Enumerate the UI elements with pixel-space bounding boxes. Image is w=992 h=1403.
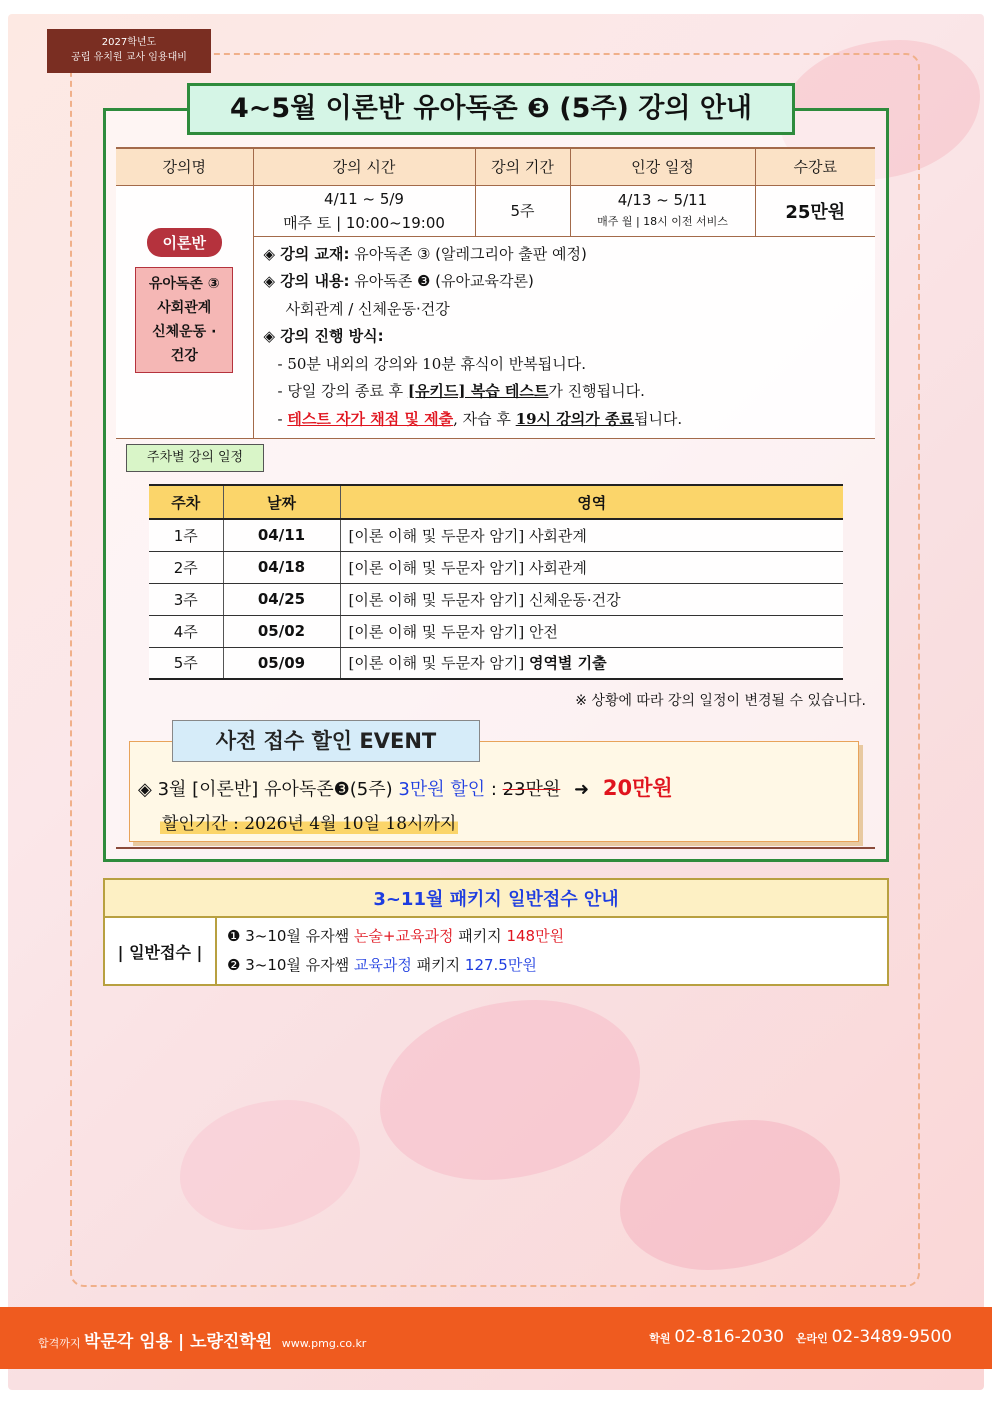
table-row [149,551,843,583]
header-course-name: 강의명 [116,148,253,185]
area-cell: [이론 이해 및 두문자 암기] 안전 [340,615,843,647]
time-range: 4/11 ~ 5/9 [324,189,404,208]
textbook-label: ◈ 강의 교재: [263,244,350,263]
method-text: 가 진행됩니다. [548,382,645,401]
header-period: 강의 기간 [475,148,570,185]
content-sub: 사회관계 / 신체운동·건강 [285,299,450,318]
package-highlight: 교육과정 [353,956,412,974]
end-time-text: 19시 강의가 종료 [515,409,634,428]
table-row [149,519,843,551]
table-header-row [116,148,875,185]
date-cell: 05/02 [223,615,340,647]
academy-phone: 02-816-2030 [674,1327,784,1347]
header-fee: 수강료 [755,148,875,185]
online-range: 4/13 ~ 5/11 [617,190,708,209]
footer-slogan: 합격까지 [38,1337,81,1350]
textbook-line [264,241,866,269]
review-test-text: [유키드] 복습 테스트 [407,382,549,401]
area-text: [이론 이해 및 두문자 암기] [348,654,529,673]
table-row [104,917,888,985]
area-bold-text: 영역별 기출 [528,654,607,673]
method-label: ◈ 강의 진행 방식: [263,327,384,346]
brand-logo: 박문각 임용 | 노량진학원 [84,1332,273,1352]
package-table [103,878,889,986]
time-detail: 매주 토 | 10:00~19:00 [283,213,445,232]
header-time: 강의 시간 [253,148,475,185]
week-cell: 4주 [149,615,223,647]
content-line [264,268,866,296]
method-text: - 당일 강의 종료 후 [277,382,408,401]
table-row [149,647,843,679]
page-title: 4~5월 이론반 유아독존 ❸ (5주) 강의 안내 [187,83,795,135]
area-cell: [이론 이해 및 두문자 암기] 신체운동·건강 [340,583,843,615]
description-cell [253,236,875,438]
header-area: 영역 [340,485,843,519]
package-text: ❶ 3~10월 유자쌤 [227,927,354,945]
package-item-1 [227,922,877,951]
course-line: 사회관계 [157,299,212,316]
event-course: ◈ 3월 [이론반] 유아독존❸(5주) [138,779,393,800]
package-text: 패키지 [411,956,465,974]
footer-url[interactable]: www.pmg.co.kr [281,1337,367,1350]
header-date: 날짜 [223,485,340,519]
method-text: 됩니다. [633,409,683,428]
old-price: 23만원 [502,779,561,800]
event-offer-line [138,772,673,802]
week-cell: 5주 [149,647,223,679]
content-label: ◈ 강의 내용: [263,272,350,291]
course-name-cell [116,185,253,438]
footer [0,1307,992,1369]
footer-brand [38,1327,366,1352]
course-line: 건강 [170,347,198,364]
year-badge [47,29,211,73]
event-title: 사전 접수 할인 EVENT [172,720,480,762]
method-line-1: - 50분 내외의 강의와 10분 휴식이 반복됩니다. [277,354,586,373]
online-cell [570,185,755,236]
textbook-value: 유아독존 ③ (알레그리아 출판 예정) [354,244,587,263]
divider [116,847,875,849]
package-price: 148만원 [506,927,565,945]
online-phone: 02-3489-9500 [831,1327,952,1347]
schedule-table [149,484,843,680]
class-pill: 이론반 [147,228,222,257]
table-row [116,185,875,236]
package-header-row [104,879,888,917]
course-line: 유아독존 ③ [148,275,220,292]
header-online: 인강 일정 [570,148,755,185]
week-cell: 1주 [149,519,223,551]
package-text: ❷ 3~10월 유자쌤 [227,956,354,974]
schedule-note: ※ 상황에 따라 강의 일정이 변경될 수 있습니다. [575,693,866,709]
date-cell: 04/25 [223,583,340,615]
badge-subtitle: 공립 유치원 교사 임용대비 [71,52,187,63]
date-cell: 04/18 [223,551,340,583]
course-info-table [116,147,875,439]
package-price: 127.5만원 [464,956,537,974]
online-detail: 매주 월 | 18시 이전 서비스 [597,214,728,228]
date-cell: 05/09 [223,647,340,679]
table-row [149,615,843,647]
fee-cell: 25만원 [755,185,875,236]
method-text: - [277,409,288,428]
course-line: 신체운동 · [152,323,217,340]
self-grading-text: 테스트 자가 채점 및 제출 [287,409,454,428]
method-line-2 [264,378,866,406]
table-row [149,583,843,615]
academy-label: 학원 [649,1332,671,1345]
week-cell: 3주 [149,583,223,615]
schedule-header-row [149,485,843,519]
period-cell: 5주 [475,185,570,236]
course-box [135,267,233,373]
content-value: 유아독존 ❸ (유아교육각론) [354,272,534,291]
package-title: 3~11월 패키지 일반접수 안내 [104,879,888,917]
weekly-schedule-tag: 주차별 강의 일정 [126,444,264,472]
header-week: 주차 [149,485,223,519]
discount-period: 할인기간 : 2026년 4월 10일 18시까지 [160,809,458,834]
package-text: 패키지 [453,927,507,945]
area-cell: [이론 이해 및 두문자 암기] 사회관계 [340,519,843,551]
badge-year: 2027학년도 [101,37,157,48]
general-registration-label: | 일반접수 | [104,917,216,985]
package-items [216,917,888,985]
package-highlight: 논술+교육과정 [353,927,454,945]
method-text: , 자습 후 [453,409,516,428]
footer-contact [649,1327,952,1347]
week-cell: 2주 [149,551,223,583]
new-price: 20만원 [602,776,673,800]
area-cell: [이론 이해 및 두문자 암기] 사회관계 [340,551,843,583]
time-cell [253,185,475,236]
event-colon: : [485,779,503,800]
date-cell: 04/11 [223,519,340,551]
online-label: 온라인 [795,1332,828,1345]
arrow-icon: ➜ [574,779,590,800]
method-line-3 [264,406,866,434]
area-cell [340,647,843,679]
package-item-2 [227,951,877,980]
event-discount: 3만원 할인 [398,779,486,800]
